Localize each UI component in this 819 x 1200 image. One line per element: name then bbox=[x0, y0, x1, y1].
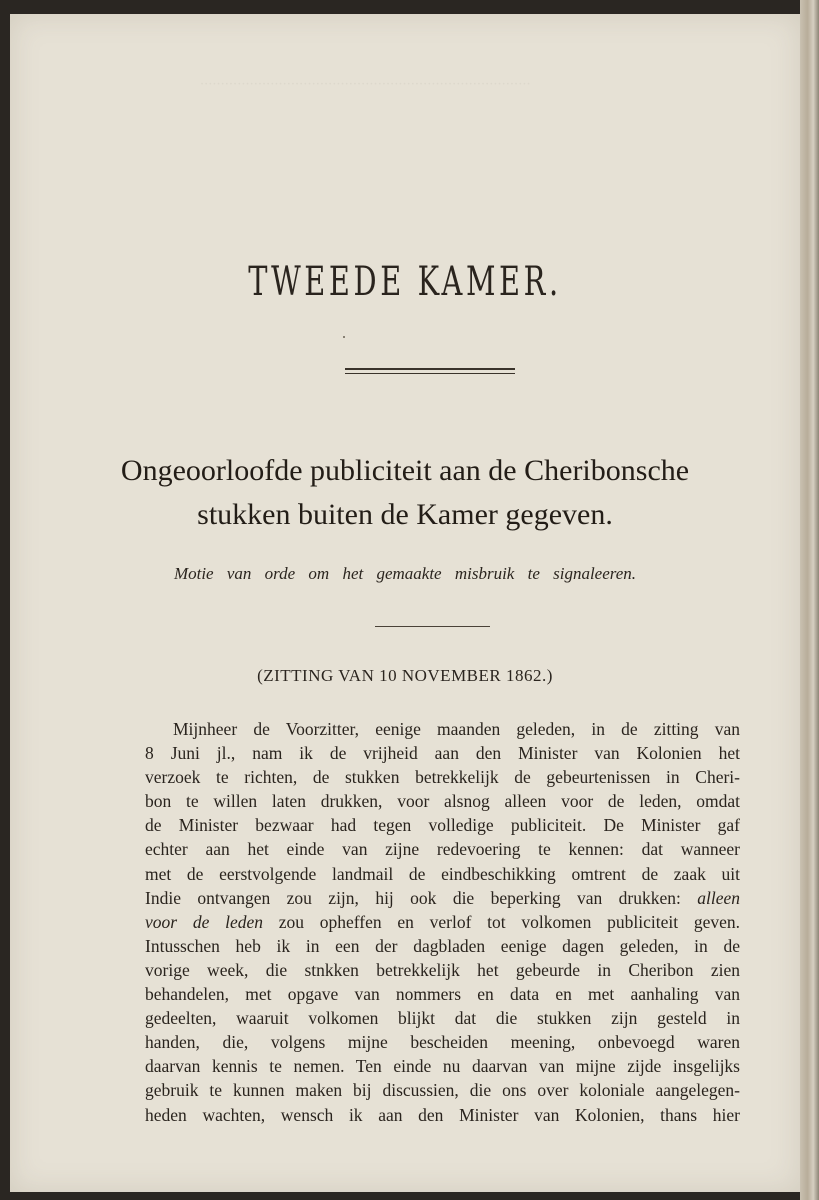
bleed-through-texture: ················································································ bbox=[200, 77, 531, 92]
body-line: daarvan kennis te nemen. Ten einde nu daarvan van mijne zijde insgelijks bbox=[145, 1056, 740, 1077]
body-line: met de eerstvolgende landmail de eindbeschikking omtrent de zaak uit bbox=[145, 863, 740, 884]
body-line: heden wachten, wensch ik aan den Minister van Kolonien, thans hier bbox=[145, 1104, 740, 1125]
body-line: gebruik te kunnen maken bij discussien, die ons over koloniale aangelegen- bbox=[145, 1080, 740, 1101]
body-line: verzoek te richten, de stukken betrekkelijk de gebeurtenissen in Cheri- bbox=[145, 767, 740, 788]
italic-segment: voor de leden bbox=[145, 911, 263, 932]
body-line: Intusschen heb ik in een der dagbladen eenige dagen geleden, in de bbox=[145, 935, 740, 956]
headline-line-1: Ongeoorloofde publiciteit aan de Cheribonsche bbox=[120, 454, 690, 487]
body-line: handen, die, volgens mijne bescheiden meening, onbevoegd waren bbox=[145, 1032, 740, 1053]
page-title: TWEEDE KAMER. bbox=[248, 259, 562, 305]
double-rule-divider bbox=[345, 368, 515, 374]
body-line: vorige week, die stnkken betrekkelijk het gebeurde in Cheribon zien bbox=[145, 959, 740, 980]
next-page-edge bbox=[800, 0, 819, 1200]
body-line: echter aan het einde van zijne redevoering te kennen: dat wanneer bbox=[145, 839, 740, 860]
body-line: 8 Juni jl., nam ik de vrijheid aan den Minister van Kolonien het bbox=[145, 743, 740, 764]
body-line bbox=[145, 910, 740, 934]
body-line-segment: Indie ontvangen zou zijn, hij ook die beperking van drukken: bbox=[145, 887, 681, 908]
body-line: behandelen, met opgave van nommers en data en met aanhaling van bbox=[145, 984, 740, 1005]
headline-line-2: stukken buiten de Kamer gegeven. bbox=[197, 498, 613, 531]
body-paragraph bbox=[145, 717, 740, 1127]
session-date: (ZITTING VAN 10 NOVEMBER 1862.) bbox=[257, 666, 553, 685]
motion-subtitle: Motie van orde om het gemaakte misbruik te signaleeren. bbox=[173, 564, 637, 583]
italic-segment: alleen bbox=[697, 887, 741, 908]
body-line: Mijnheer de Voorzitter, eenige maanden geleden, in de zitting van bbox=[173, 719, 740, 739]
body-line: bon te willen laten drukken, voor alsnog alleen voor de leden, omdat bbox=[145, 791, 740, 812]
document-page bbox=[10, 14, 800, 1192]
single-rule-divider bbox=[375, 626, 490, 627]
body-line: de Minister bezwaar had tegen volledige publiciteit. De Minister gaf bbox=[145, 815, 740, 836]
body-line: gedeelten, waaruit volkomen blijkt dat die stukken zijn gesteld in bbox=[145, 1008, 740, 1029]
ink-speck bbox=[343, 336, 345, 338]
body-line-segment: zou opheffen en verlof tot volkomen publiciteit geven. bbox=[278, 911, 741, 932]
body-line bbox=[145, 886, 740, 910]
article-headline bbox=[50, 449, 760, 537]
